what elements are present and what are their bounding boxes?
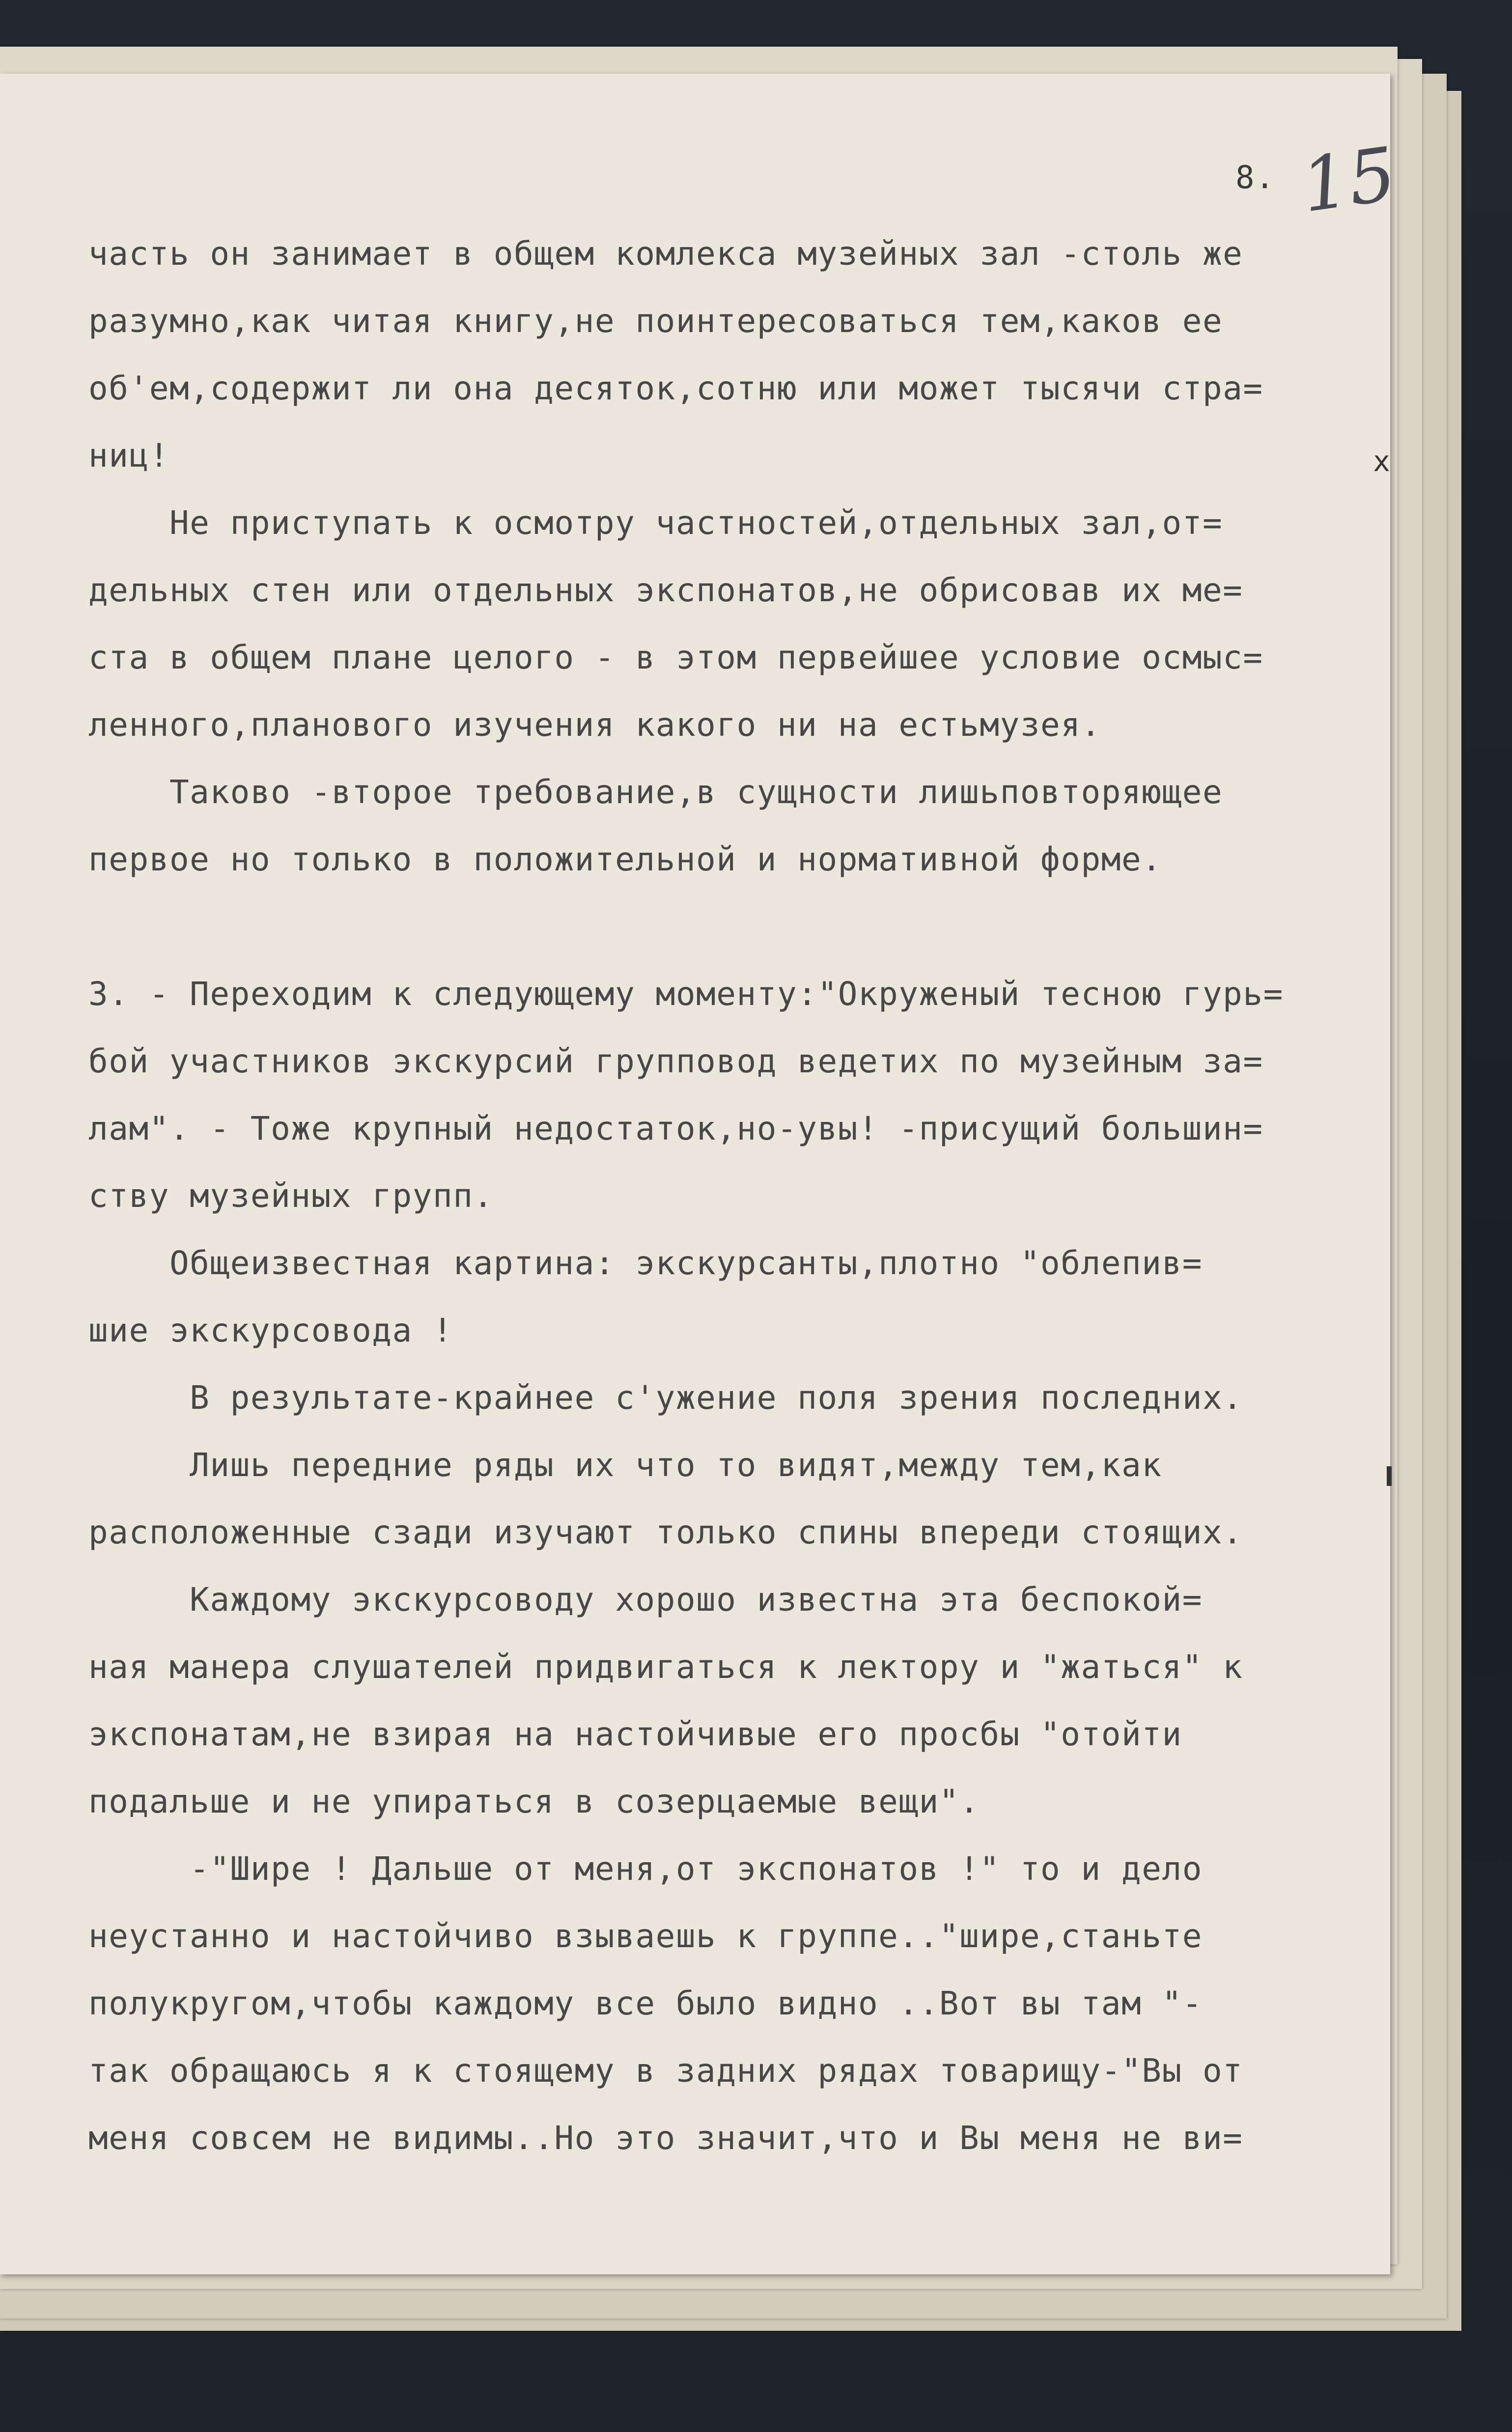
text-line: об'ем,содержит ли она десяток,сотню или может тысячи стра= xyxy=(88,369,1263,407)
text-line: подальше и не упираться в созерцаемые вещи". xyxy=(88,1783,980,1820)
text-line: ста в общем плане целого - в этом первейшее условие осмыс= xyxy=(88,639,1263,676)
text-line: меня совсем не видимы..Но это значит,что и Вы меня не ви= xyxy=(88,2119,1243,2157)
handwritten-folio-number: 15 xyxy=(1296,131,1401,229)
text-line: ленного,планового изучения какого ни на естьмузея. xyxy=(88,706,1101,744)
text-line: разумно,как читая книгу,не поинтересоваться тем,каков ее xyxy=(88,302,1223,340)
margin-tick-mark xyxy=(1387,1466,1392,1486)
margin-mark: x xyxy=(1373,445,1390,478)
text-line: часть он занимает в общем комлекса музейных зал -столь же xyxy=(88,235,1243,273)
text-line: Не приступать к осмотру частностей,отдельных зал,от= xyxy=(88,504,1223,542)
text-line xyxy=(88,893,1366,960)
page-number: 8. xyxy=(1235,160,1276,196)
text-line: бой участников экскурсий групповод ведетих по музейным за= xyxy=(88,1042,1263,1080)
text-line: ству музейных групп. xyxy=(88,1177,494,1215)
text-line: экспонатам,не взирая на настойчивые его просбы "отойти xyxy=(88,1715,1182,1753)
text-line: В результате-крайнее с'ужение поля зрения последних. xyxy=(88,1379,1243,1417)
text-line: дельных стен или отдельных экспонатов,не обрисовав их ме= xyxy=(88,571,1243,609)
text-line: 3. - Переходим к следующему моменту:"Окруженый тесною гурь= xyxy=(88,975,1284,1013)
text-line: расположенные сзади изучают только спины впереди стоящих. xyxy=(88,1513,1243,1551)
text-line: Таково -второе требование,в сущности лишьповторяющее xyxy=(88,773,1223,811)
text-line: шие экскурсовода ! xyxy=(88,1312,453,1349)
text-line: Лишь передние ряды их что то видят,между тем,как xyxy=(88,1446,1162,1484)
text-line: ная манера слушателей придвигаться к лектору и "жаться" к xyxy=(88,1648,1243,1686)
text-line: Каждому экскурсоводу хорошо известна эта беспокой= xyxy=(88,1581,1203,1619)
text-line: первое но только в положительной и нормативной форме. xyxy=(88,840,1162,878)
text-line: полукругом,чтобы каждому все было видно ..Вот вы там "- xyxy=(88,1985,1203,2022)
text-line: Общеизвестная картина: экскурсанты,плотно "облепив= xyxy=(88,1244,1203,1282)
text-line: так обращаюсь я к стоящему в задних рядах товарищу-"Вы от xyxy=(88,2052,1243,2090)
text-line: -"Шире ! Дальше от меня,от экспонатов !" то и дело xyxy=(88,1850,1203,1888)
text-line: ниц! xyxy=(88,437,169,475)
body-text xyxy=(88,220,1366,2172)
text-line: неустанно и настойчиво взываешь к группе.."шире,станьте xyxy=(88,1917,1203,1955)
text-line: лам". - Тоже крупный недостаток,но-увы! -присущий большин= xyxy=(88,1110,1263,1147)
